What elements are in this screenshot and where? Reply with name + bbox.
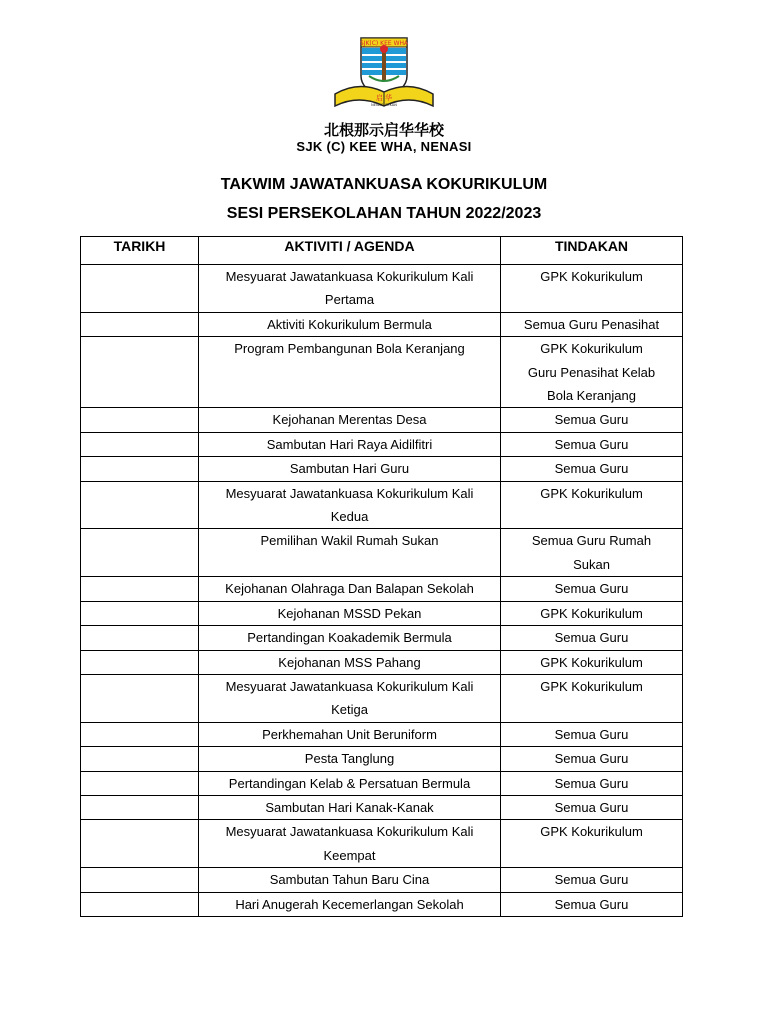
activity-cell: [199, 529, 501, 577]
date-cell: [81, 747, 199, 771]
activity-cell: [199, 457, 501, 481]
date-cell: [81, 577, 199, 601]
activity-cell: [199, 577, 501, 601]
table-row: [81, 674, 683, 722]
activity-cell: [199, 650, 501, 674]
table-row: [81, 722, 683, 746]
table-row: [81, 481, 683, 529]
activity-cell: [199, 265, 501, 313]
table-row: [81, 601, 683, 625]
action-cell-line1: Semua Guru: [554, 412, 629, 428]
activity-cell-line1: Sambutan Hari Raya Aidilfitri: [266, 436, 433, 452]
activity-cell: [199, 747, 501, 771]
action-cell-line1: Semua Guru: [554, 775, 629, 791]
activity-cell-line1: Pertandingan Kelab & Persatuan Bermula: [228, 775, 471, 791]
date-cell: [81, 265, 199, 313]
activity-cell-line1: Aktiviti Kokurikulum Bermula: [267, 316, 432, 332]
activity-cell: [199, 674, 501, 722]
table-row: [81, 771, 683, 795]
table-row: [81, 312, 683, 336]
date-cell: [81, 674, 199, 722]
action-cell: [501, 674, 683, 722]
date-cell: [81, 529, 199, 577]
action-cell-line1: GPK Kokurikulum: [540, 654, 643, 670]
table-row: [81, 747, 683, 771]
activity-cell-line1: Pemilihan Wakil Rumah Sukan: [260, 533, 439, 549]
activity-cell: [199, 820, 501, 868]
action-cell: [501, 481, 683, 529]
activity-cell: [199, 892, 501, 916]
action-cell: [501, 650, 683, 674]
activity-cell-line2: Kedua: [330, 509, 369, 525]
action-cell: [501, 529, 683, 577]
action-cell: [501, 722, 683, 746]
activity-cell: [199, 432, 501, 456]
activity-cell-line1: Pertandingan Koakademik Bermula: [247, 630, 452, 646]
activity-cell: [199, 771, 501, 795]
date-cell: [81, 312, 199, 336]
action-cell-line1: Semua Guru: [554, 726, 629, 742]
action-cell: [501, 771, 683, 795]
activity-cell-line1: Pesta Tanglung: [304, 751, 395, 767]
activity-cell-line1: Mesyuarat Jawatankuasa Kokurikulum Kali: [225, 824, 474, 840]
action-cell-line1: Semua Guru: [554, 896, 629, 912]
activity-cell-line1: Kejohanan MSSD Pekan: [277, 605, 422, 621]
table-row: [81, 626, 683, 650]
document-subtitle: SESI PERSEKOLAHAN TAHUN 2022/2023: [226, 205, 542, 222]
activity-cell-line1: Perkhemahan Unit Beruniform: [262, 726, 437, 742]
activity-cell: [199, 312, 501, 336]
svg-text:SJK(C) KEE WHA: SJK(C) KEE WHA: [359, 40, 409, 47]
action-cell: [501, 820, 683, 868]
activity-cell-line1: Kejohanan Merentas Desa: [272, 412, 427, 428]
column-header-date: TARIKH: [81, 237, 199, 265]
activity-cell-line1: Mesyuarat Jawatankuasa Kokurikulum Kali: [225, 678, 474, 694]
table-row: [81, 795, 683, 819]
action-cell: [501, 747, 683, 771]
action-cell-line2: Guru Penasihat Kelab: [527, 364, 656, 380]
activity-cell: [199, 337, 501, 408]
date-cell: [81, 626, 199, 650]
action-cell-line1: GPK Kokurikulum: [540, 678, 643, 694]
activity-cell: [199, 626, 501, 650]
date-cell: [81, 408, 199, 432]
activity-cell-line1: Sambutan Hari Guru: [289, 461, 410, 477]
activity-cell-line1: Hari Anugerah Kecemerlangan Sekolah: [235, 896, 464, 912]
svg-text:NENASI PEKAN: NENASI PEKAN: [371, 103, 397, 107]
activity-cell: [199, 722, 501, 746]
action-cell-line1: GPK Kokurikulum: [540, 605, 643, 621]
activity-cell-line1: Program Pembangunan Bola Keranjang: [234, 341, 465, 357]
date-cell: [81, 722, 199, 746]
school-name-chinese: 北根那示启华华校: [323, 121, 444, 139]
table-header-row: [81, 237, 683, 265]
date-cell: [81, 601, 199, 625]
date-cell: [81, 892, 199, 916]
action-cell-line1: Semua Guru: [554, 461, 629, 477]
action-cell: [501, 601, 683, 625]
action-cell-line1: Semua Guru Rumah: [531, 533, 652, 549]
table-row: [81, 868, 683, 892]
table-row: [81, 408, 683, 432]
table-row: [81, 892, 683, 916]
action-cell: [501, 457, 683, 481]
activity-cell: [199, 408, 501, 432]
table-row: [81, 432, 683, 456]
activity-cell-line1: Mesyuarat Jawatankuasa Kokurikulum Kali: [225, 269, 474, 284]
date-cell: [81, 457, 199, 481]
table-row: [81, 337, 683, 408]
date-cell: [81, 771, 199, 795]
action-cell: [501, 868, 683, 892]
school-name: SJK (C) KEE WHA, NENASI: [296, 139, 472, 154]
activity-cell-line1: Mesyuarat Jawatankuasa Kokurikulum Kali: [225, 485, 474, 501]
activity-cell-line2: Keempat: [323, 847, 376, 863]
activity-cell-line1: Sambutan Hari Kanak-Kanak: [265, 799, 434, 815]
action-cell: [501, 337, 683, 408]
action-cell-line1: GPK Kokurikulum: [540, 824, 643, 840]
activity-cell-line1: Sambutan Tahun Baru Cina: [269, 872, 430, 888]
action-cell-line1: Semua Guru: [554, 751, 629, 767]
date-cell: [81, 650, 199, 674]
table-row: [81, 650, 683, 674]
action-cell-line1: Semua Guru Penasihat: [523, 316, 660, 332]
action-cell: [501, 265, 683, 313]
action-cell-line1: Semua Guru: [554, 872, 629, 888]
svg-text:启 华: 启 华: [375, 94, 393, 102]
table-row: [81, 457, 683, 481]
table-row: [81, 529, 683, 577]
activity-cell-line1: Kejohanan MSS Pahang: [278, 654, 421, 670]
action-cell: [501, 408, 683, 432]
activity-cell: [199, 481, 501, 529]
table-row: [81, 820, 683, 868]
action-cell: [501, 312, 683, 336]
activity-cell-line1: Kejohanan Olahraga Dan Balapan Sekolah: [225, 581, 474, 597]
action-cell: [501, 577, 683, 601]
action-cell-line2: Sukan: [573, 556, 610, 572]
date-cell: [81, 795, 199, 819]
action-cell: [501, 795, 683, 819]
activity-cell-line2: Pertama: [324, 292, 375, 308]
action-cell-line1: GPK Kokurikulum: [540, 269, 643, 284]
action-cell-line1: Semua Guru: [554, 581, 629, 597]
activity-cell-line2: Ketiga: [331, 702, 368, 718]
schedule-rows: [81, 265, 683, 917]
action-cell: [501, 626, 683, 650]
date-cell: [81, 820, 199, 868]
action-cell: [501, 432, 683, 456]
column-header-activity: AKTIVITI / AGENDA: [199, 237, 501, 265]
schedule-table: [80, 236, 683, 917]
activity-cell: [199, 795, 501, 819]
action-cell-line1: Semua Guru: [554, 630, 629, 646]
column-header-action: TINDAKAN: [501, 237, 683, 265]
table-row: [81, 577, 683, 601]
action-cell-line1: GPK Kokurikulum: [540, 485, 643, 501]
action-cell-line1: GPK Kokurikulum: [540, 341, 643, 357]
table-row: [81, 265, 683, 313]
date-cell: [81, 432, 199, 456]
document-title: TAKWIM JAWATANKUASA KOKURIKULUM: [220, 176, 548, 193]
activity-cell: [199, 601, 501, 625]
date-cell: [81, 337, 199, 408]
school-crest-logo: [333, 36, 435, 112]
action-cell: [501, 892, 683, 916]
action-cell-line1: Semua Guru: [554, 799, 629, 815]
date-cell: [81, 481, 199, 529]
action-cell-line1: Semua Guru: [554, 436, 629, 452]
action-cell-line3: Bola Keranjang: [547, 388, 636, 404]
date-cell: [81, 868, 199, 892]
activity-cell: [199, 868, 501, 892]
